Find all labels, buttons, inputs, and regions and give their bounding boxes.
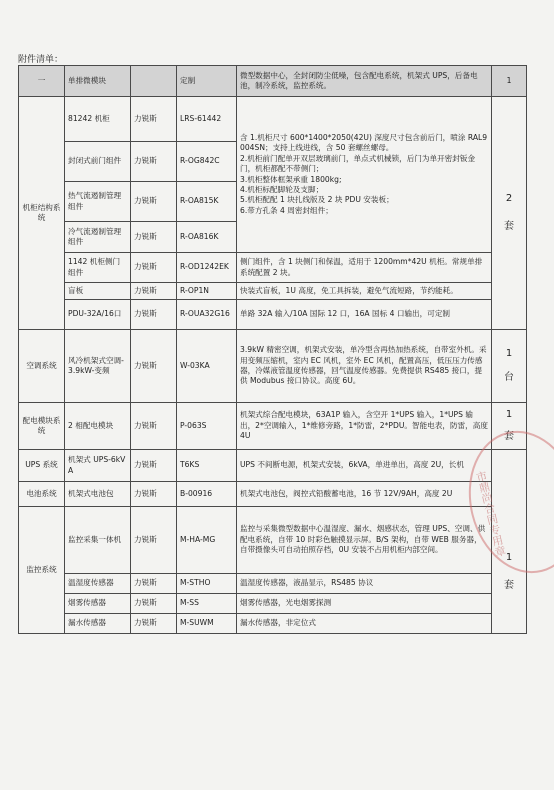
system-cell: 空调系统 [19, 330, 65, 403]
product-cell: 热气流遏制管理组件 [65, 182, 131, 222]
model-cell: R-OA816K [177, 222, 237, 253]
quantity-unit: 套 [504, 221, 514, 232]
header-product: 单排微模块 [65, 66, 131, 97]
brand-cell: 力锐斯 [131, 330, 177, 403]
product-cell: 2 相配电模块 [65, 403, 131, 450]
brand-cell: 力锐斯 [131, 614, 177, 634]
description-line: 3.机柜整体框架承重 1800kg; [240, 174, 342, 184]
description-cell: 漏水传感器，非定位式 [237, 614, 492, 634]
brand-cell: 力锐斯 [131, 507, 177, 574]
table-header-row [19, 66, 527, 97]
description-line: 2.机柜前门配单开双层玻璃前门，单点式机械锁，后门为单开密封钣金门，机柜都配不带侧门； [240, 153, 476, 174]
description-line: 5.机柜配配 1 块扎线版及 2 块 PDU 安装板； [240, 195, 394, 205]
table-row [19, 574, 527, 594]
brand-cell: 力锐斯 [131, 594, 177, 614]
description-line: 6.带方孔条 4 周密封组件； [240, 205, 333, 215]
product-cell: 风冷机架式空调-3.9kW-变频 [65, 330, 131, 403]
company-seal-text: 市鼎尚合同专用章 [473, 469, 508, 559]
description-cell: 温湿度传感器，液晶显示，RS485 协议 [237, 574, 492, 594]
product-cell: 漏水传感器 [65, 614, 131, 634]
model-cell: M-SS [177, 594, 237, 614]
header-index: 一 [19, 66, 65, 97]
quantity-number: 2 [505, 193, 513, 205]
brand-cell: 力锐斯 [131, 253, 177, 283]
description-cell: UPS 不间断电源，机架式安装，6kVA，单进单出，高度 2U，长机 [237, 450, 492, 482]
table-row [19, 594, 527, 614]
brand-cell: 力锐斯 [131, 300, 177, 330]
product-cell: 温湿度传感器 [65, 574, 131, 594]
quantity-unit: 套 [504, 579, 514, 591]
description-cell: 监控与采集微型数据中心温湿度、漏水、烟感状态，管理 UPS、空调、供配电系统，自带 10 时彩色触摸显示屏。B/S 架构，自带 WEB 服务器，自带摄像头可自动拍照存档，0U 安装不占用机柜内部空间。 [237, 507, 492, 574]
product-cell: 盲板 [65, 283, 131, 300]
description-cell: 烟雾传感器，光电烟雾探测 [237, 594, 492, 614]
model-cell: M-STHO [177, 574, 237, 594]
table-row [19, 330, 527, 403]
brand-cell: 力锐斯 [131, 574, 177, 594]
description-cell: 侧门组件，含 1 块侧门和保温，适用于 1200mm*42U 机柜。常规单排系统配置 2 块。 [237, 253, 492, 283]
table-row [19, 403, 527, 450]
brand-cell: 力锐斯 [131, 482, 177, 507]
table-row [19, 482, 527, 507]
product-cell: 机架式 UPS-6kVA [65, 450, 131, 482]
table-row [19, 300, 527, 330]
model-cell: W-03KA [177, 330, 237, 403]
brand-cell: 力锐斯 [131, 97, 177, 142]
table-row [19, 283, 527, 300]
model-cell: R-OD1242EK [177, 253, 237, 283]
product-cell: 监控采集一体机 [65, 507, 131, 574]
cabinet-description [237, 97, 492, 253]
table-row [19, 253, 527, 283]
table-row [19, 614, 527, 634]
description-line: 4.机柜标配脚轮及支脚； [240, 184, 324, 194]
system-cell: 配电模块系统 [19, 403, 65, 450]
header-model: 定制 [177, 66, 237, 97]
model-cell: R-OG842C [177, 142, 237, 182]
equipment-table [18, 65, 527, 634]
table-row [19, 97, 527, 142]
model-cell: M-SUWM [177, 614, 237, 634]
table-row [19, 450, 527, 482]
model-cell: R-OP1N [177, 283, 237, 300]
quantity-number: 1 [505, 348, 513, 360]
product-cell: PDU-32A/16口 [65, 300, 131, 330]
product-cell: 81242 机柜 [65, 97, 131, 142]
quantity-number: 1 [505, 551, 513, 563]
product-cell: 冷气流遏制管理组件 [65, 222, 131, 253]
system-cell: 电池系统 [19, 482, 65, 507]
quantity-cell [492, 330, 527, 403]
description-cell: 单路 32A 输入/10A 国际 12 口，16A 国标 4 口输出，可定制 [237, 300, 492, 330]
table-row [19, 507, 527, 574]
brand-cell: 力锐斯 [131, 450, 177, 482]
brand-cell: 力锐斯 [131, 142, 177, 182]
brand-cell: 力锐斯 [131, 403, 177, 450]
quantity-cell [492, 97, 527, 330]
quantity-cell [492, 450, 527, 634]
product-cell: 1142 机柜侧门组件 [65, 253, 131, 283]
description-cell: 机架式电池包，阀控式铅酸蓄电池，16 节 12V/9AH，高度 2U [237, 482, 492, 507]
model-cell: LRS-61442 [177, 97, 237, 142]
system-cell: 监控系统 [19, 507, 65, 634]
model-cell: B-00916 [177, 482, 237, 507]
brand-cell: 力锐斯 [131, 222, 177, 253]
product-cell: 烟雾传感器 [65, 594, 131, 614]
description-line: 含 1.机柜尺寸 600*1400*2050(42U) 深度尺寸包含前后门，喷涂 RAL9004SN；支持上线进线，含 50 套螺丝螺母。 [240, 132, 488, 153]
model-cell: R-OA815K [177, 182, 237, 222]
brand-cell: 力锐斯 [131, 182, 177, 222]
brand-cell: 力锐斯 [131, 283, 177, 300]
quantity-unit: 套 [504, 431, 514, 442]
system-cell: 机柜结构系统 [19, 97, 65, 330]
model-cell: P-063S [177, 403, 237, 450]
system-cell: UPS 系统 [19, 450, 65, 482]
description-cell: 机架式综合配电模块，63A1P 输入，含空开 1*UPS 输入，1*UPS 输出，2*空调输入，1*维修旁路，1*防雷，2*PDU。智能电表，防雷，高度 4U [237, 403, 492, 450]
header-brand [131, 66, 177, 97]
header-quantity: 1 [492, 66, 527, 97]
quantity-number: 1 [505, 409, 513, 421]
header-description: 微型数据中心，全封闭防尘低噪，包含配电系统，机架式 UPS，后备电池，制冷系统，监控系统。 [237, 66, 492, 97]
description-cell: 3.9kW 精密空调，机架式安装，单冷型含再热加热系统，自带室外机。采用变频压缩机，室内 EC 风机，室外 EC 风机，配置高压，低压压力传感器，冷媒液管温度传感器，回气温度传感器。免费提供 RS485 接口，提供 Modubus 接口协议。高度 6U。 [237, 330, 492, 403]
model-cell: M-HA-MG [177, 507, 237, 574]
model-cell: T6KS [177, 450, 237, 482]
quantity-cell [492, 403, 527, 450]
product-cell: 机架式电池包 [65, 482, 131, 507]
product-cell: 封闭式前门组件 [65, 142, 131, 182]
description-cell: 快装式盲板，1U 高度，免工具拆装，避免气流短路，节约能耗。 [237, 283, 492, 300]
page-title: 附件清单： [18, 55, 64, 65]
model-cell: R-OUA32G16 [177, 300, 237, 330]
quantity-unit: 台 [504, 372, 514, 383]
